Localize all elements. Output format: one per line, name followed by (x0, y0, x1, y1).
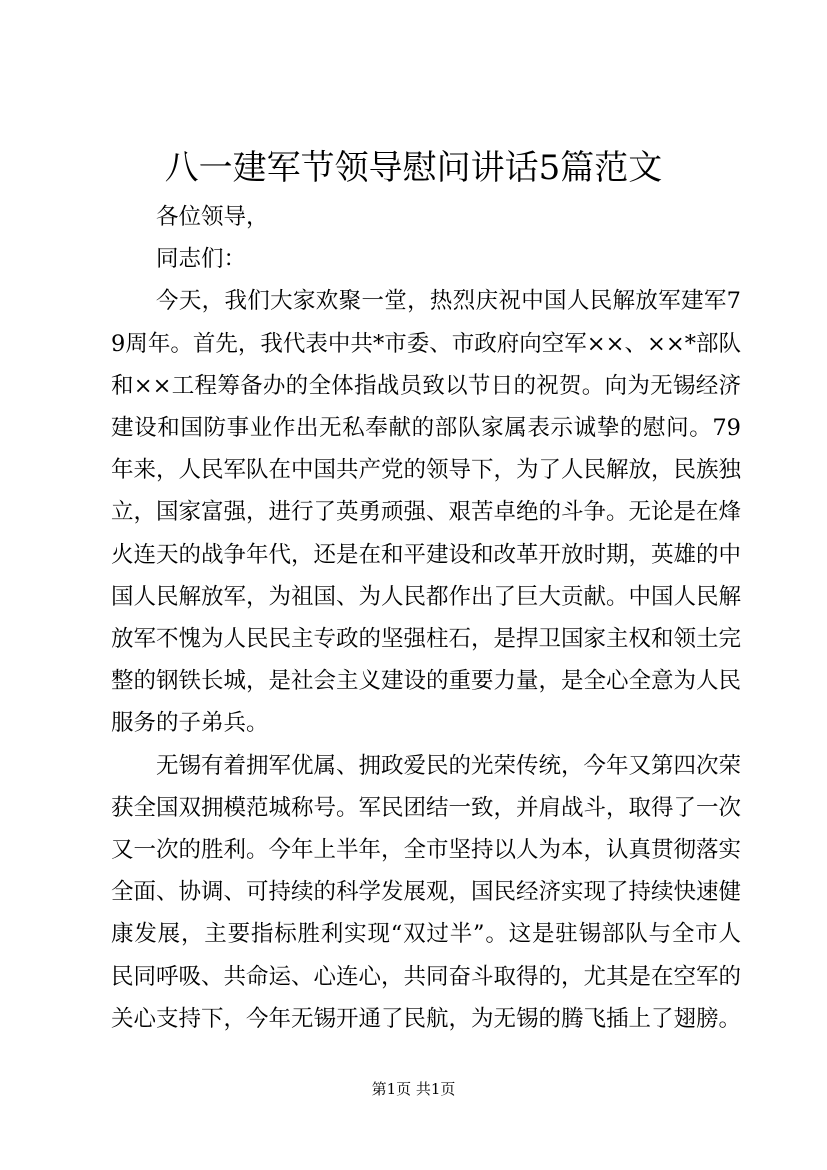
greeting-comrades: 同志们： (156, 246, 247, 273)
page-footer (0, 1078, 827, 1100)
page-number: 第1页 共1页 (371, 1080, 456, 1098)
paragraph-2: 无锡有着拥军优属、拥政爱民的光荣传统，今年又第四次荣获全国双拥模范城称号。军民团结一致，并肩战斗，取得了一次又一次的胜利。今年上半年，全市坚持以人为本，认真贯彻落实全面、协调、可持续的科学发展观，国民经济实现了持续快速健康发展，主要指标胜利实现“双过半”。这是驻锡部队与全市人民同呼吸、共命运、心连心，共同奋斗取得的，尤其是在空军的关心支持下，今年无锡开通了民航，为无锡的腾飞插上了翅膀。 (111, 752, 742, 1032)
document-title: 八一建军节领导慰问讲话5篇范文 (164, 148, 663, 188)
document-body (111, 196, 741, 1040)
greeting-leaders: 各位领导， (156, 204, 269, 230)
paragraph-1: 今天，我们大家欢聚一堂，热烈庆祝中国人民解放军建军79周年。首先，我代表中共*市委、市政府向空军××、××*部队和××工程筹备办的全体指战员致以节日的祝贺。向为无锡经济建设和国防事业作出无私奉献的部队家属表示诚挚的慰问。79年来，人民军队在中国共产党的领导下，为了人民解放，民族独立，国家富强，进行了英勇顽强、艰苦卓绝的斗争。无论是在烽火连天的战争年代，还是在和平建设和改革开放时期，英雄的中国人民解放军，为祖国、为人民都作出了巨大贡献。中国人民解放军不愧为人民民主专政的坚强柱石，是捍卫国家主权和领土完整的钢铁长城，是社会主义建设的重要力量，是全心全意为人民服务的子弟兵。 (111, 288, 742, 737)
